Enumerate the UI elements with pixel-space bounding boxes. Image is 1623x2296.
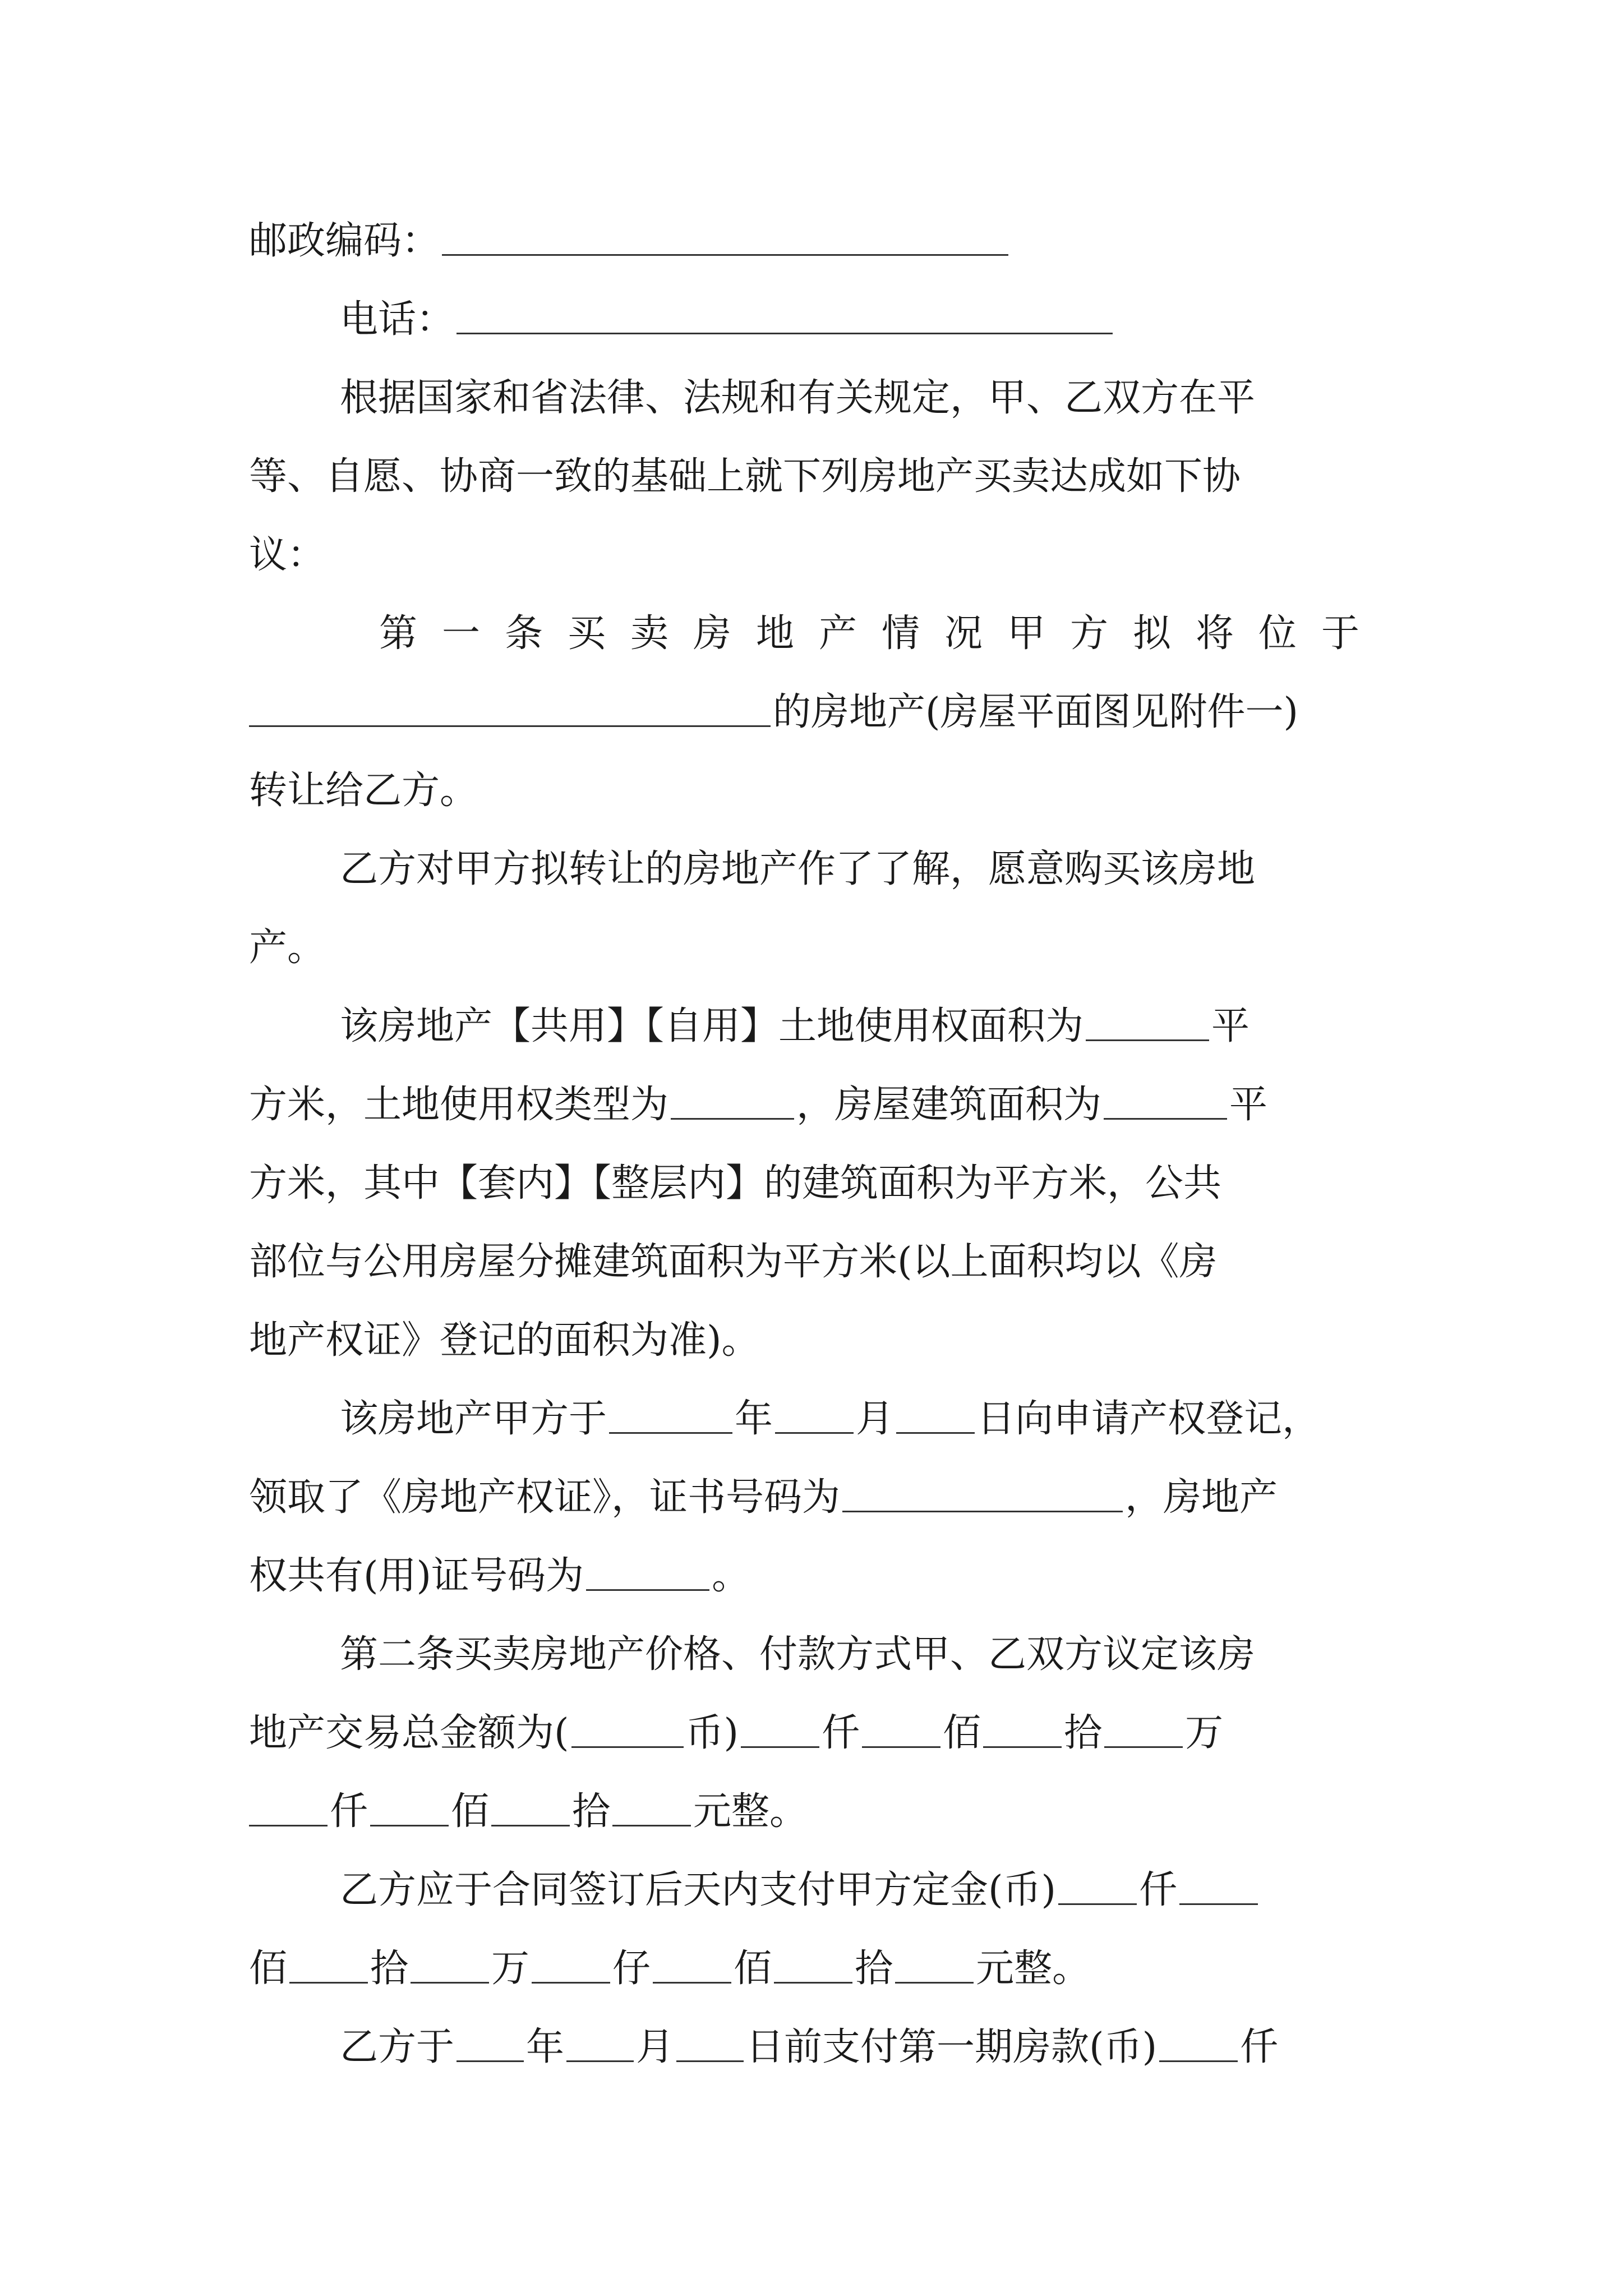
paragraph-line (249, 1228, 1387, 1296)
amount-blank[interactable] (653, 1940, 731, 1984)
amount-blank[interactable] (983, 1705, 1062, 1748)
phone-line (340, 286, 1387, 353)
property-location-blank[interactable] (249, 684, 771, 727)
month-blank[interactable] (775, 1391, 854, 1434)
first-payment-line (340, 2014, 1387, 2081)
line-text: 拾 (1064, 1711, 1103, 1755)
line-text: 元整。 (976, 1947, 1091, 1991)
year-blank[interactable] (609, 1391, 732, 1434)
amount-blank[interactable] (895, 1940, 974, 1984)
line-text: ，房地产 (1125, 1475, 1278, 1520)
amount-blank[interactable] (1179, 1862, 1258, 1905)
total-amount-line-cont (249, 1778, 1387, 1846)
phone-blank[interactable] (457, 291, 1113, 334)
line-text: 地产交易总金额为( (249, 1711, 569, 1755)
line-text: 年 (526, 2025, 565, 2069)
paragraph-line (340, 365, 1387, 432)
line-text: 佰 (249, 1947, 288, 1991)
line-text: 领取了《房地产权证》，证书号码为 (249, 1475, 841, 1520)
line-text: 元整。 (693, 1789, 808, 1834)
amount-blank[interactable] (249, 1783, 328, 1826)
line-text: 仟 (1139, 1868, 1178, 1912)
land-type-line (249, 1071, 1387, 1139)
line-text: 仟 (822, 1711, 860, 1755)
line-text: 拾 (572, 1789, 611, 1834)
line-text: 仟 (1240, 2025, 1279, 2069)
deposit-line-cont (249, 1935, 1387, 2003)
line-text: 等、自愿、协商一致的基础上就下列房地产买卖达成如下协 (249, 454, 1241, 499)
line-text: 拾 (370, 1947, 409, 1991)
line-text: 方米，土地使用权类型为 (249, 1083, 669, 1127)
line-text: 仟 (330, 1789, 368, 1834)
line-text: 月 (856, 1397, 895, 1441)
postal-code-blank[interactable] (442, 213, 1008, 256)
line-text: 佰 (451, 1789, 490, 1834)
amount-blank[interactable] (741, 1705, 819, 1748)
amount-blank[interactable] (612, 1783, 691, 1826)
line-text: 万 (1185, 1711, 1224, 1755)
line-text: 。 (712, 1554, 750, 1598)
paragraph-line (249, 757, 1387, 825)
line-text: 该房地产【共用】【自用】土地使用权面积为 (340, 1004, 1084, 1048)
deposit-line (340, 1857, 1387, 1924)
line-text: ，房屋建筑面积为 (796, 1083, 1102, 1127)
currency-blank[interactable] (571, 1705, 684, 1748)
paragraph-line (249, 522, 1387, 589)
line-text: 转让给乙方。 (249, 769, 478, 813)
amount-blank[interactable] (774, 1940, 852, 1984)
line-text: 拾 (855, 1947, 893, 1991)
land-area-blank[interactable] (1086, 998, 1209, 1041)
postal-code-line (249, 208, 1387, 275)
paragraph-line (249, 1150, 1387, 1217)
line-text: 根据国家和省法律、法规和有关规定，甲、乙双方在平 (340, 376, 1256, 420)
amount-blank[interactable] (1058, 1862, 1137, 1905)
certificate-number-line (249, 1464, 1387, 1531)
property-location-line (249, 679, 1387, 746)
line-text: 乙方应于合同签订后天内支付甲方定金(币) (340, 1868, 1057, 1912)
line-text: 万 (491, 1947, 530, 1991)
line-text: 的房地产(房屋平面图见附件一) (773, 690, 1299, 734)
registration-date-line (340, 1386, 1387, 1453)
line-text: 月 (636, 2025, 675, 2069)
amount-blank[interactable] (491, 1783, 570, 1826)
land-area-line (340, 993, 1387, 1060)
day-blank[interactable] (896, 1391, 975, 1434)
line-text: 乙方对甲方拟转让的房地产作了了解，愿意购买该房地 (340, 847, 1256, 891)
paragraph-line (340, 836, 1387, 903)
line-text: 地产权证》登记的面积为准)。 (249, 1318, 760, 1363)
certificate-number-blank[interactable] (842, 1469, 1123, 1512)
amount-blank[interactable] (862, 1705, 940, 1748)
line-text: 第一条买卖房地产情况甲方拟将位于 (379, 611, 1385, 656)
shared-certificate-blank[interactable] (586, 1548, 709, 1591)
line-text: 仔 (612, 1947, 651, 1991)
month-blank[interactable] (566, 2019, 634, 2062)
paragraph-line (340, 1621, 1387, 1688)
line-text: 第二条买卖房地产价格、付款方式甲、乙双方议定该房 (340, 1632, 1256, 1677)
amount-blank[interactable] (532, 1940, 610, 1984)
line-text: 币) (685, 1711, 739, 1755)
day-blank[interactable] (676, 2019, 744, 2062)
paragraph-line (249, 1307, 1387, 1374)
year-blank[interactable] (457, 2019, 524, 2062)
line-text: 权共有(用)证号码为 (249, 1554, 584, 1598)
amount-blank[interactable] (289, 1940, 368, 1984)
line-text: 日向申请产权登记， (977, 1397, 1321, 1441)
line-text: 平 (1229, 1083, 1268, 1127)
line-text: 佰 (943, 1711, 981, 1755)
line-text: 日前支付第一期房款(币) (746, 2025, 1158, 2069)
building-area-blank[interactable] (1104, 1076, 1227, 1120)
paragraph-line (249, 443, 1387, 510)
line-text: 佰 (734, 1947, 772, 1991)
line-text: 议： (249, 533, 326, 577)
line-text: 部位与公用房屋分摊建筑面积为平方米(以上面积均以《房 (249, 1240, 1218, 1284)
phone-label: 电话： (340, 297, 455, 342)
line-text: 方米，其中【套内】【整层内】的建筑面积为平方米，公共 (249, 1161, 1222, 1205)
amount-blank[interactable] (411, 1940, 489, 1984)
amount-blank[interactable] (1104, 1705, 1183, 1748)
line-text: 该房地产甲方于 (340, 1397, 607, 1441)
land-type-blank[interactable] (671, 1076, 794, 1120)
paragraph-line (249, 914, 1387, 982)
amount-blank[interactable] (370, 1783, 449, 1826)
line-text: 乙方于 (340, 2025, 455, 2069)
line-text: 平 (1211, 1004, 1250, 1048)
shared-certificate-line (249, 1543, 1387, 1610)
postal-code-label: 邮政编码： (249, 219, 440, 263)
amount-blank[interactable] (1159, 2019, 1238, 2062)
article-one-heading (379, 600, 1387, 668)
total-amount-line (249, 1700, 1387, 1767)
line-text: 产。 (249, 926, 326, 970)
line-text: 年 (735, 1397, 773, 1441)
